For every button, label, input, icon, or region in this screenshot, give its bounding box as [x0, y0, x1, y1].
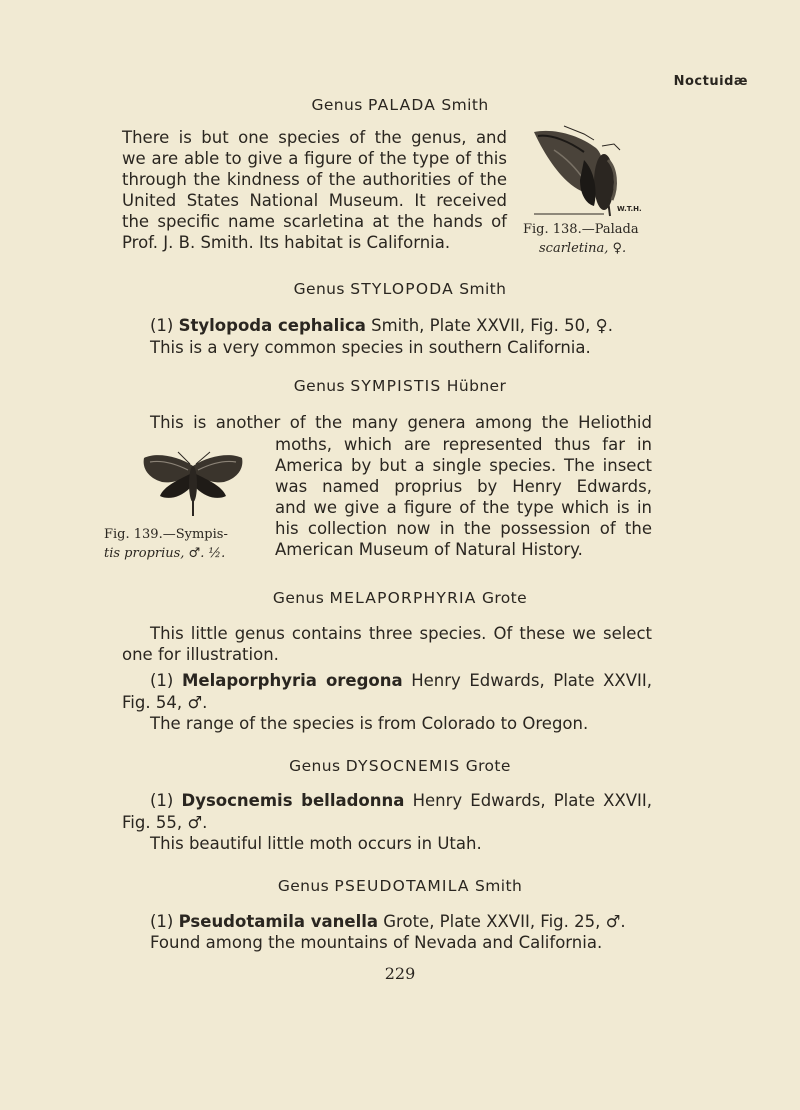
species-name: Stylopoda cephalica	[178, 316, 366, 335]
melaporphyria-entry	[150, 670, 652, 691]
palada-line: Prof. J. B. Smith. Its habitat is California.	[122, 233, 451, 252]
figure-caption-139	[104, 525, 228, 563]
caption-line: Fig. 139.—Sympis-	[104, 527, 228, 542]
entry-number: (1)	[150, 791, 174, 810]
genus-heading-pseudotamila	[0, 877, 800, 895]
moth-illustration-sympistis	[138, 448, 248, 520]
plate-reference: Henry Edwards, Plate XXVII,	[411, 671, 652, 690]
plate-reference: Henry Edwards, Plate XXVII,	[412, 791, 653, 810]
caption-line: tis proprius, ♂. ½.	[104, 546, 226, 561]
caption-line: Fig. 138.—Palada	[523, 222, 639, 237]
pseudotamila-note: Found among the mountains of Nevada and California.	[150, 933, 603, 952]
plate-reference: Fig. 54, ♂.	[122, 693, 208, 712]
entry-number: (1)	[150, 912, 174, 931]
intro-line: one for illustration.	[122, 645, 279, 664]
genus-name: PALADA	[368, 96, 437, 114]
genus-name: MELAPORPHYRIA	[329, 589, 477, 607]
genus-heading-melaporphyria	[0, 589, 800, 607]
figure-caption-138	[523, 220, 639, 258]
caption-line: scarletina, ♀.	[539, 241, 627, 256]
genus-heading-dysocnemis	[0, 757, 800, 775]
sympistis-line: moths, which are represented thus far in	[275, 435, 652, 454]
genus-prefix: Genus	[289, 757, 341, 775]
figure-initials: W.T.H.	[617, 205, 642, 213]
palada-paragraph	[122, 127, 507, 253]
entry-number: (1)	[150, 671, 174, 690]
genus-author: Grote	[481, 589, 528, 607]
dysocnemis-entry	[150, 790, 652, 811]
species-name: Melaporphyria oregona	[181, 671, 403, 690]
genus-prefix: Genus	[293, 280, 345, 298]
stylopoda-entry	[150, 315, 613, 336]
genus-prefix: Genus	[277, 877, 330, 895]
genus-name: PSEUDOTAMILA	[334, 877, 470, 895]
genus-prefix: Genus	[293, 377, 346, 395]
species-name: Dysocnemis belladonna	[181, 791, 405, 810]
genus-name: STYLOPODA	[350, 280, 454, 298]
palada-line: There is but one species of the genus, and	[122, 128, 507, 147]
sympistis-line: American Museum of Natural History.	[275, 540, 583, 559]
genus-author: Hübner	[446, 377, 507, 395]
palada-line: the specific name scarletina at the hands of	[122, 212, 507, 231]
intro-line: This little genus contains three species. Of these we select	[150, 624, 652, 643]
genus-author: Smith	[475, 877, 523, 895]
genus-name: DYSOCNEMIS	[345, 757, 461, 775]
genus-author: Smith	[441, 96, 489, 114]
entry-number: (1)	[150, 316, 174, 335]
genus-heading-sympistis	[0, 377, 800, 395]
genus-prefix: Genus	[311, 96, 363, 114]
pseudotamila-entry	[150, 911, 626, 932]
sympistis-line: was named proprius by Henry Edwards,	[275, 477, 652, 496]
genus-heading-stylopoda	[0, 280, 800, 298]
sympistis-paragraph	[275, 434, 652, 560]
palada-line: we are able to give a figure of the type of this	[122, 149, 507, 168]
plate-reference: Grote, Plate XXVII, Fig. 25, ♂.	[383, 912, 626, 931]
plate-reference: Smith, Plate XXVII, Fig. 50, ♀.	[371, 316, 613, 335]
species-name: Pseudotamila vanella	[178, 912, 379, 931]
sympistis-line: America by but a single species. The insect	[275, 456, 652, 475]
sympistis-line: This is another of the many genera among the Heliothid	[150, 413, 652, 432]
stylopoda-note: This is a very common species in southern California.	[150, 338, 591, 357]
genus-author: Smith	[459, 280, 507, 298]
plate-reference: Fig. 55, ♂.	[122, 813, 208, 832]
sympistis-line: his collection now in the possession of the	[275, 519, 652, 538]
sympistis-line: and we give a figure of the type which is in	[275, 498, 652, 517]
melaporphyria-note: The range of the species is from Colorado to Oregon.	[150, 714, 589, 733]
page-number: 229	[384, 964, 416, 983]
dysocnemis-note: This beautiful little moth occurs in Utah.	[150, 834, 482, 853]
genus-name: SYMPISTIS	[350, 377, 442, 395]
palada-line: United States National Museum. It received	[122, 191, 507, 210]
genus-prefix: Genus	[272, 589, 325, 607]
melaporphyria-intro	[150, 623, 652, 644]
genus-heading-palada	[0, 96, 800, 114]
sympistis-first-line	[150, 412, 652, 433]
running-head: Noctuidæ	[673, 74, 748, 89]
palada-line: through the kindness of the authorities of the	[122, 170, 507, 189]
genus-author: Grote	[465, 757, 511, 775]
